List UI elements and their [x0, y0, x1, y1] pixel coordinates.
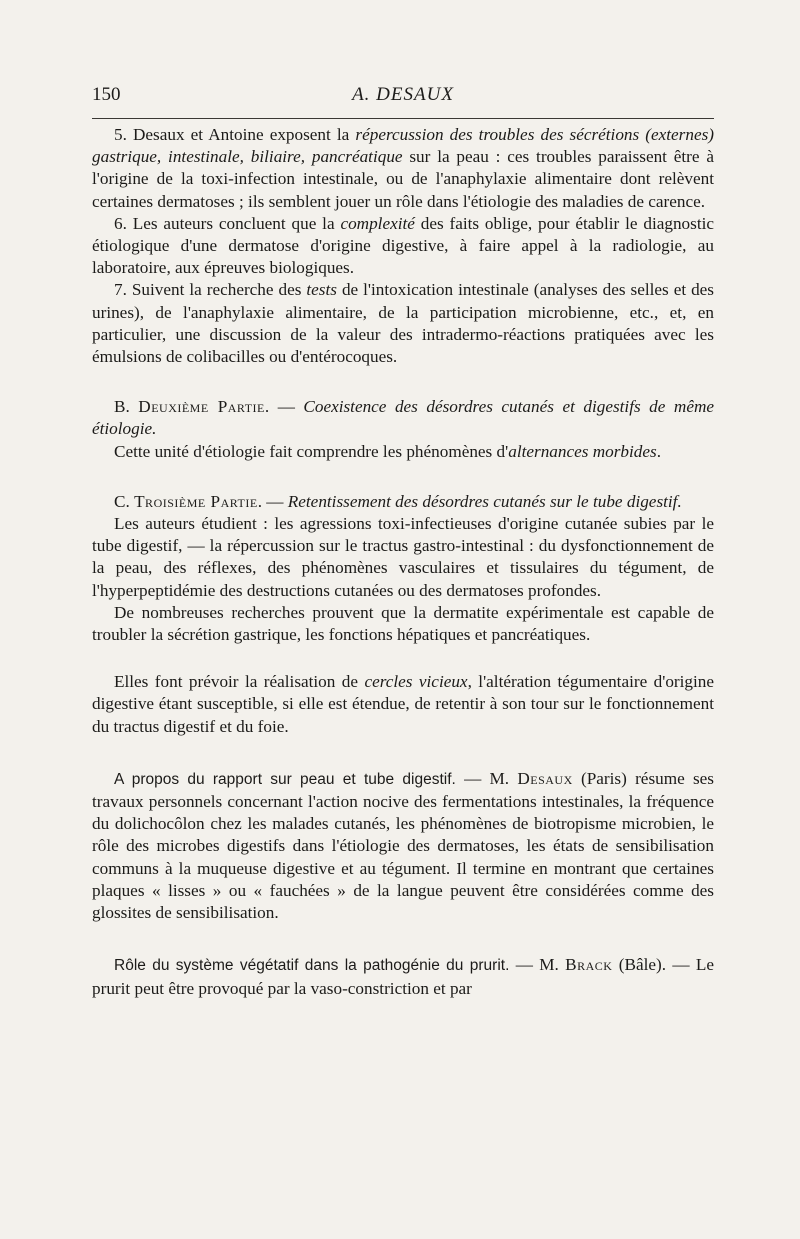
header-rule	[92, 118, 714, 119]
running-head: A. DESAUX	[352, 84, 454, 105]
part-title: Retentissement des désordres cutanés sur le tube digestif.	[287, 491, 682, 511]
part-letter: C.	[114, 491, 135, 511]
part-b-paragraph	[92, 441, 714, 463]
emphasis-text: répercussion des troubles des sécrétions (externes) gastrique, intestinale, biliaire, pancréatique	[92, 125, 715, 167]
part-title: Coexistence des désordres cutanés et digestifs de même étiologie.	[92, 397, 715, 439]
page-header	[92, 84, 714, 116]
page-number: 150	[92, 84, 121, 105]
part-c-paragraph-1: Les auteurs étudient : les agressions toxi-infectieuses d'origine cutanée subies par le tube digestif, — la répercussion sur le tractus gastro-intestinal : du dysfonctionnement de la peau, des réflexes, des phénomènes vasculaires et tissulaires du tégument, de l'hyperpeptidémie des destructions cutanées ou des dermatoses profondes.	[92, 514, 714, 600]
paragraph-7	[92, 279, 714, 368]
text-run: .	[656, 441, 661, 461]
part-c-paragraph-2: De nombreuses recherches prouvent que la dermatite expérimentale est capable de troubler la sécrétion gastrique, les fonctions hépatiques et pancréatiques.	[92, 602, 714, 645]
section-text: (Paris) résume ses travaux personnels concernant l'action nocive des fermentations intestinales, la fréquence du dolichocôlon chez les malades cutanés, les phénomènes de biotropisme microbien, le rôle des microbes digestifs dans l'étiologie des dermatoses, les états de sensibilisation communs à la muqueuse digestive et au tégument. Il termine en montrant que certaines plaques « lisses » ou « fauchées » de la langue peuvent être considérées comme des glossites de sensibilisation.	[92, 768, 714, 923]
heading-dash: . —	[264, 397, 304, 417]
text-run: Elles font prévoir la réalisation de	[114, 672, 365, 692]
text-run: , l'altération tégumentaire d'origine digestive étant susceptible, si elle est étendue, de retentir à son tour sur le fonctionnement du tractus digestif et du foie.	[92, 672, 715, 736]
section-lead-title: A propos du rapport sur peau et tube digestif.	[114, 770, 456, 788]
text-run: Les auteurs concluent que la	[132, 213, 341, 233]
emphasis-text: tests	[306, 280, 337, 300]
propos-section	[92, 768, 714, 924]
article-body	[92, 124, 714, 1000]
paragraph-5	[92, 124, 714, 213]
section-lead-title: Rôle du système végétatif dans la pathogénie du prurit.	[114, 957, 510, 975]
text-run: Desaux et Antoine exposent la	[133, 125, 356, 144]
part-c-paragraph-3	[92, 671, 714, 738]
lead-dash: — M.	[509, 955, 566, 975]
part-letter: B.	[114, 397, 139, 417]
emphasis-text: alternances morbides	[508, 441, 657, 461]
lead-dash: — M.	[455, 768, 518, 788]
paragraph-6	[92, 213, 714, 280]
text-run: Suivent la recherche des	[131, 280, 307, 300]
item-number: 6.	[114, 213, 133, 233]
emphasis-text: complexité	[340, 213, 415, 233]
heading-dash: . —	[257, 491, 288, 511]
item-number: 5.	[114, 125, 133, 144]
author-name: Desaux	[517, 768, 573, 788]
text-run: Cette unité d'étiologie fait comprendre les phénomènes d'	[114, 441, 509, 461]
part-label: Deuxième Partie	[138, 397, 265, 417]
item-number: 7.	[114, 280, 132, 300]
author-name: Brack	[565, 955, 613, 975]
text-run: des faits oblige, pour établir le diagnostic étiologique d'une dermatose d'origine digestive, à faire appel à la radiologie, au laboratoire, aux épreuves biologiques.	[92, 213, 715, 278]
role-section	[92, 954, 714, 999]
part-c-heading	[92, 491, 714, 513]
emphasis-text: cercles vicieux	[364, 672, 468, 692]
text-run: sur la peau : ces troubles paraissent être à l'origine de la toxi-infection intestinale, ou de l'anaphylaxie alimentaire dont relèvent certaines dermatoses ; ils semblent jouer un rôle dans l'étiologie des maladies de carence.	[92, 147, 714, 211]
section-text: (Bâle). — Le prurit peut être provoqué par la vaso-constriction et par	[92, 955, 714, 998]
text-run: de l'intoxication intestinale (analyses des selles et des urines), de l'anaphylaxie alimentaire, de la participation microbienne, etc., et, en particulier, une discussion de la valeur des intradermo-réactions pratiquées avec les émulsions de colibacilles ou d'entérocoques.	[92, 280, 714, 367]
part-b-heading	[92, 396, 714, 440]
part-label: Troisième Partie	[134, 491, 258, 511]
